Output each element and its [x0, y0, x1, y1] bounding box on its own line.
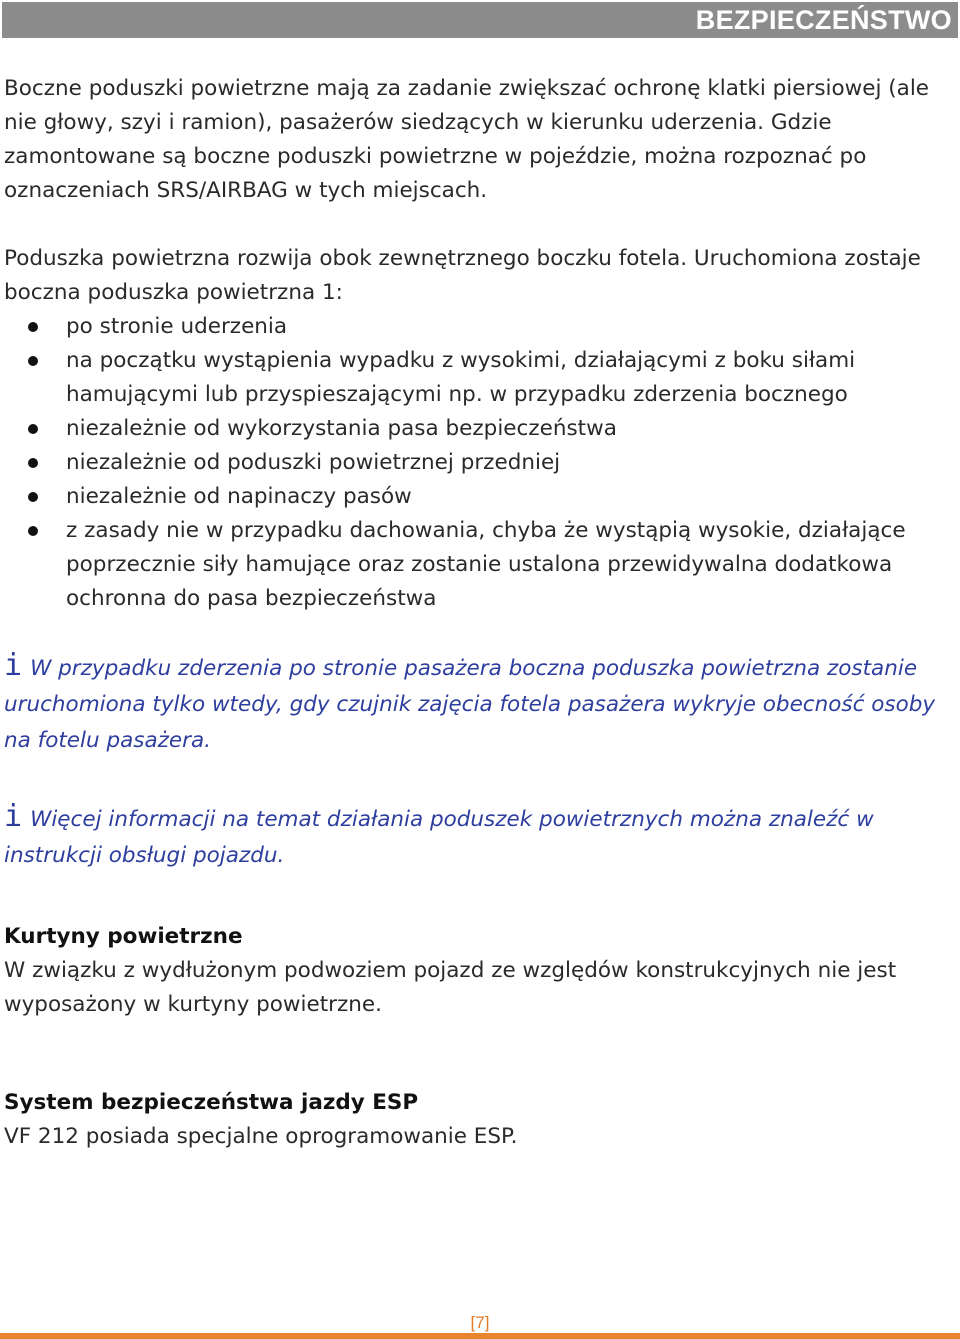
list-item-text: niezależnie od napinaczy pasów	[66, 484, 412, 509]
section-title-curtain-airbags: Kurtyny powietrzne	[4, 924, 243, 949]
bullet-icon	[28, 458, 38, 468]
bullet-icon	[28, 526, 38, 536]
info-icon: i	[4, 799, 23, 834]
info-note-text: W przypadku zderzenia po stronie pasażera boczna poduszka powietrzna zostanie uruchomiona tylko wtedy, gdy czujnik zajęcia fotela pasażera wykryje obecność osoby na fotelu pasażera.	[4, 656, 936, 753]
bullet-icon	[28, 424, 38, 434]
bullet-icon	[28, 356, 38, 366]
list-item	[4, 344, 949, 412]
list-item-text: na początku wystąpienia wypadku z wysokimi, działającymi z boku siłami hamującymi lub przyspieszającymi np. w przypadku zderzenia bocznego	[66, 348, 856, 407]
section-body-curtain-airbags: W związku z wydłużonym podwoziem pojazd ze względów konstrukcyjnych nie jest wyposażony w kurtyny powietrzne.	[4, 958, 897, 1017]
info-note-text: Więcej informacji na temat działania poduszek powietrznych można znaleźć w instrukcji obsługi pojazdu.	[4, 807, 874, 868]
list-item	[4, 446, 949, 480]
deployment-conditions-list	[4, 310, 949, 616]
list-item-text: niezależnie od poduszki powietrznej przedniej	[66, 450, 561, 475]
deployment-paragraph: Poduszka powietrzna rozwija obok zewnętrznego boczku fotela. Uruchomiona zostaje boczna poduszka powietrzna 1:	[4, 246, 921, 305]
bullet-icon	[28, 492, 38, 502]
document-content	[4, 72, 949, 1154]
list-item	[4, 412, 949, 446]
section-body-esp: VF 212 posiada specjalne oprogramowanie ESP.	[4, 1124, 518, 1149]
header-bar	[2, 2, 958, 38]
list-item	[4, 514, 949, 616]
info-note-manual	[4, 799, 949, 874]
page-number: [7]	[470, 1313, 490, 1332]
list-item-text: niezależnie od wykorzystania pasa bezpieczeństwa	[66, 416, 617, 441]
page-title: BEZPIECZEŃSTWO	[695, 5, 952, 35]
bullet-icon	[28, 322, 38, 332]
list-item	[4, 310, 949, 344]
info-note-passenger-sensor	[4, 648, 949, 759]
section-title-esp: System bezpieczeństwa jazdy ESP	[4, 1090, 419, 1115]
info-icon: i	[4, 648, 23, 683]
list-item-text: z zasady nie w przypadku dachowania, chyba że wystąpią wysokie, działające poprzecznie siły hamujące oraz zostanie ustalona przewidywalna dodatkowa ochronna do pasa bezpieczeństwa	[66, 518, 906, 611]
intro-paragraph: Boczne poduszki powietrzne mają za zadanie zwiększać ochronę klatki piersiowej (ale nie głowy, szyi i ramion), pasażerów siedzących w kierunku uderzenia. Gdzie zamontowane są boczne poduszki powietrzne w pojeździe, można rozpoznać po oznaczeniach SRS/AIRBAG w tych miejscach.	[4, 76, 930, 203]
list-item	[4, 480, 949, 514]
list-item-text: po stronie uderzenia	[66, 314, 288, 339]
footer-accent-rule	[0, 1333, 960, 1339]
